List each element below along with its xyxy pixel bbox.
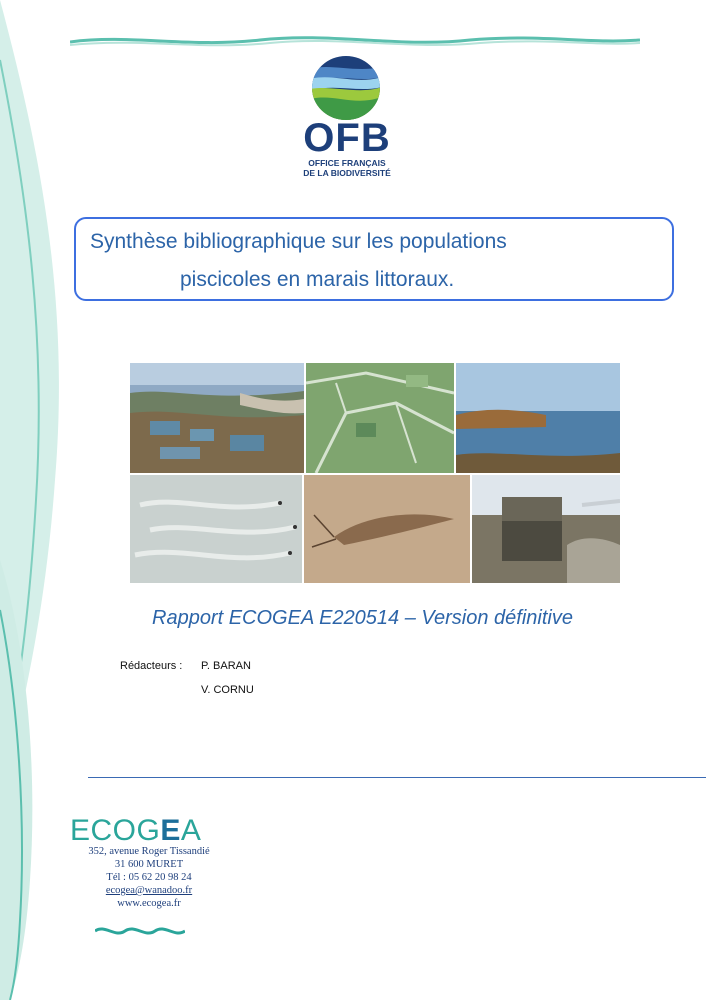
left-wave-decoration	[0, 0, 80, 1000]
photo-glass-eels	[130, 475, 302, 583]
ofb-subtitle-line2: DE LA BIODIVERSITÉ	[303, 168, 391, 178]
ofb-logo-emblem	[310, 55, 382, 121]
ecogea-logo-part1: ECOG	[70, 814, 161, 847]
photo-sluice-gate	[472, 475, 620, 583]
ecogea-website: www.ecogea.fr	[117, 898, 181, 909]
photo-aerial-marsh-channels	[306, 363, 454, 473]
ecogea-logo-part3: A	[180, 814, 202, 847]
photo-aerial-coastal-salt-marsh	[130, 363, 304, 473]
ofb-logo-text	[292, 118, 402, 178]
ecogea-address-line2: 31 600 MURET	[114, 859, 184, 870]
author-name-1: P. BARAN	[201, 660, 251, 672]
top-wave-decoration	[70, 30, 640, 52]
separator-line	[88, 777, 706, 778]
ecogea-wave-decoration	[95, 924, 185, 938]
ecogea-address-line1: 352, avenue Roger Tissandié	[88, 846, 210, 857]
ecogea-logo	[70, 814, 201, 848]
authors-label: Rédacteurs :	[120, 660, 183, 672]
photo-collage	[130, 363, 620, 583]
ecogea-logo-part2: E	[160, 814, 181, 847]
author-name-2: V. CORNU	[201, 684, 254, 696]
ofb-subtitle-line1: OFFICE FRANÇAIS	[308, 158, 386, 168]
ofb-wordmark: OFB	[303, 116, 391, 160]
photo-lagoon-reeds	[456, 363, 620, 473]
document-title-line1: Synthèse bibliographique sur les populations	[90, 230, 507, 253]
photo-shrimp	[304, 475, 470, 583]
report-reference: Rapport ECOGEA E220514 – Version définitive	[152, 607, 573, 629]
ecogea-phone: Tél : 05 62 20 98 24	[106, 872, 192, 883]
document-title-line2: piscicoles en marais littoraux.	[180, 268, 455, 291]
ecogea-email-link[interactable]: ecogea@wanadoo.fr	[105, 885, 193, 896]
